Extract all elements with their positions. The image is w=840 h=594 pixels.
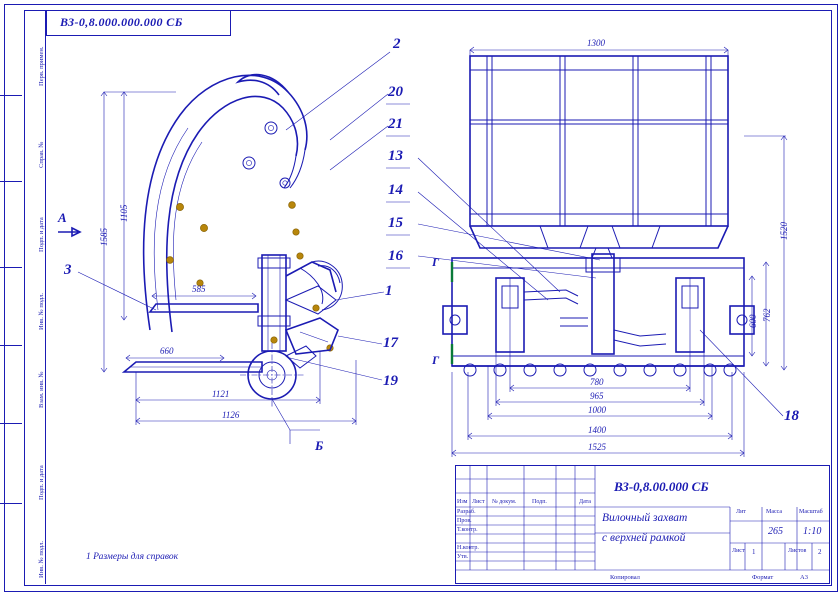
dim-1300: 1300 — [587, 38, 605, 48]
dim-1520: 1520 — [779, 222, 789, 240]
scale-value: 1:10 — [803, 526, 822, 537]
dim-965: 965 — [590, 391, 604, 401]
th-masshtab: Масштаб — [799, 509, 823, 515]
left-margin-label: Взам. инв. № — [38, 371, 45, 408]
left-margin-label: Подп. и дата — [38, 465, 45, 500]
th-data: Дата — [579, 499, 591, 505]
dim-1121: 1121 — [212, 389, 230, 399]
role-razrab: Разраб. — [457, 509, 476, 515]
role-utv: Утв. — [457, 554, 469, 560]
callout-13: 13 — [388, 148, 403, 164]
dim-762: 762 — [762, 308, 772, 322]
dim-660: 660 — [160, 346, 174, 356]
callout-15: 15 — [388, 215, 403, 231]
section-label-g-bottom: Г — [432, 353, 440, 367]
dim-1525: 1525 — [588, 442, 606, 452]
th-list: Лист — [472, 499, 485, 505]
callout-14: 14 — [388, 182, 403, 198]
callout-19: 19 — [383, 373, 398, 389]
left-margin-label: Инв. № подл. — [38, 292, 45, 330]
format-value: А3 — [800, 574, 808, 581]
section-label-a: А — [58, 210, 67, 225]
mass-value: 265 — [768, 526, 783, 537]
top-code-text: ВЗ-0,8.000.000.000 СБ — [60, 15, 183, 29]
copier-label: Копировал — [610, 574, 640, 581]
sheets-label: Листов — [788, 548, 807, 554]
product-name-line1: Вилочный захват — [602, 512, 688, 524]
dim-1400: 1400 — [588, 425, 606, 435]
role-nkontr: Н.контр. — [457, 545, 479, 551]
callout-1: 1 — [385, 283, 393, 299]
callout-17: 17 — [383, 335, 398, 351]
th-lit: Лит — [736, 509, 746, 515]
callout-18: 18 — [784, 408, 799, 424]
th-podp: Подп. — [532, 499, 547, 505]
callout-3: 3 — [64, 262, 72, 278]
callout-20: 20 — [388, 84, 403, 100]
sheets-value: 2 — [818, 548, 822, 556]
callout-2: 2 — [393, 36, 401, 52]
dim-1000: 1000 — [588, 405, 606, 415]
left-margin-label: Инв. № подл. — [38, 540, 45, 578]
left-margin-label: Перв. примен. — [38, 46, 45, 86]
dim-585: 585 — [192, 284, 206, 294]
section-label-g-top: Г — [432, 255, 440, 269]
role-prov: Пров. — [457, 518, 472, 524]
th-massa: Масса — [766, 509, 783, 515]
dim-600: 600 — [748, 314, 758, 328]
sheet-value: 1 — [752, 548, 756, 556]
left-margin-label: Подп. и дата — [38, 217, 45, 252]
th-izm: Изм — [457, 499, 468, 505]
section-label-b: Б — [315, 438, 324, 453]
dim-1585: 1585 — [99, 228, 109, 246]
callout-16: 16 — [388, 248, 403, 264]
designation: ВЗ-0,8.00.000 СБ — [614, 479, 709, 494]
left-margin-label: Справ. № — [38, 141, 45, 168]
callout-21: 21 — [388, 116, 403, 132]
drawing-note: 1 Размеры для справок — [86, 552, 179, 562]
th-doc: № докум. — [492, 499, 517, 505]
sheet-label: Лист — [732, 548, 745, 554]
product-name-line2: с верхней рамкой — [602, 532, 686, 544]
role-tkontr: Т.контр. — [457, 527, 478, 533]
dim-1105: 1105 — [119, 204, 129, 222]
format-label: Формат — [752, 574, 774, 581]
dim-1126: 1126 — [222, 410, 240, 420]
dim-780: 780 — [590, 377, 604, 387]
